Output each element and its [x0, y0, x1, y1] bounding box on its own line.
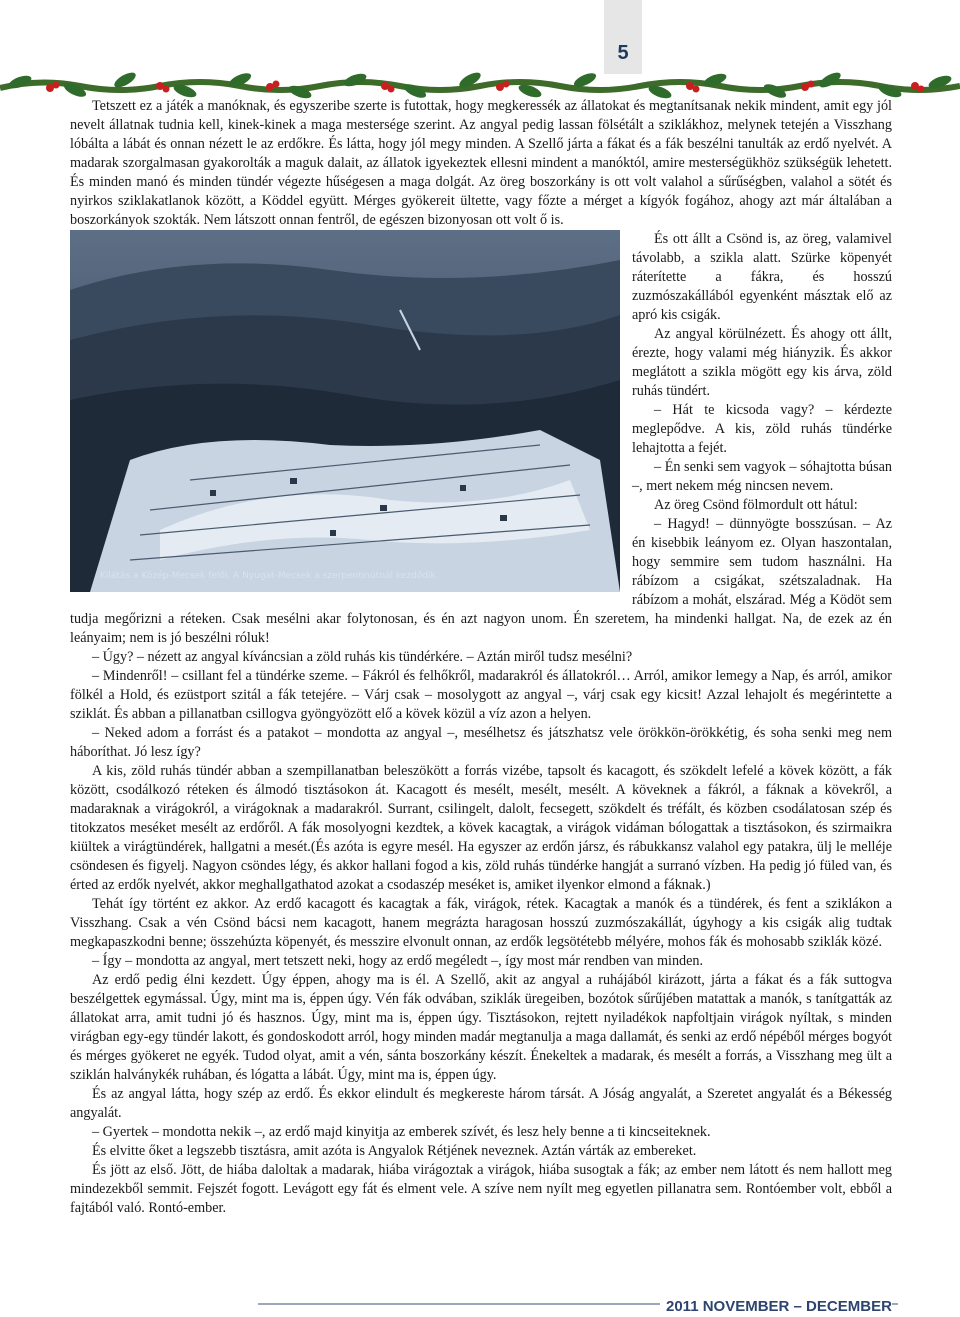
paragraph: – Gyertek – mondotta nekik –, az erdő majd kinyitja az emberek szívét, és lesz hely benne a ti kincseiteknek. [92, 1124, 711, 1140]
snowy-hills-photo-image [70, 230, 620, 592]
paragraph: Az öreg Csönd fölmordult ott hátul: [654, 497, 858, 513]
paragraph: – Hagyd! – dünnyögte bosszúsan. – Az én kisebbik leányom ez. Olyan haszontalan, hogy semmire sem tudom használni. Ha rábízom a csigákat, szétszaladnak. Ha rábízom a mohát, elszárad. Még a Ködöt sem tudja megőrizni a réteken. Csak mesélni akar folytonosan, és én azt nagyon unom. Én szeretem, ha mindenki hallgat. Na, de ezek az én leányaim; nem is jó beszélni róluk! [70, 516, 892, 646]
paragraph: Az angyal körülnézett. És ahogy ott állt, érezte, hogy valami még hiányzik. És akkor meglátott a szikla mögött egy kis árva, zöld ruhás tündért. [632, 326, 892, 399]
paragraph: Tetszett ez a játék a manóknak, és egyszeribe szerte is futottak, hogy megkeressék az állatokat és megtanítsanak nekik mindent, amit egy jól nevelt állatnak tudnia kell, kinek-kinek a maga mestersége szerint. Az angyal pedig lassan fölsétált a sziklákhoz, melynek tetején a Visszhang lóbálta a lábát és onnan nézett le az erdőkre. És látta, hogy jól megy minden. A Szellő járta a fákat és a fák beszélni tanulták az erdő nyelvét. A madarak szorgalmasan gyakorolták a maguk dalait, az állatok igyekeztek ellesni mindent a manóktól, amire mesterségükhöz szükségük lehetett. És minden manó és minden tündér végezte hűségesen a maga dolgát. Az öreg boszorkány is ott volt valahol a sűrűségben, valahol a sötét és nyirkos sziklakatlanok között, a Köddel együtt. Mérges gyökereit ültette, vagy főzte a mérget a kígyók fogához, ahogy azt már általában a boszorkányok szokták. Nem látszott onnan fentről, de egészen bizonyosan ott volt ő is. [70, 98, 892, 228]
landscape-photo [70, 230, 620, 592]
paragraph: Az erdő pedig élni kezdett. Úgy éppen, ahogy ma is él. A Szellő, akit az angyal a ruhájából kirázott, járta a fákat és a fák suttogva beszélgettek egymással. Úgy, mint ma is, éppen úgy. Vén fák odvában, sziklák üregeiben, bozótok sűrűjében matattak a manók, s tanítgatták az állatokat arra, amit tudni jó és hasznos. Úgy, mint ma is, éppen úgy. Tisztásokon, rejtett nyiladékok napfoltjain virágok nyíltak, s minden virágban egy-egy tündér lakott, és gondoskodott arról, hogy minden madár megtanulja a maga dallamát, és senki az erdő népéből mérges bogyót és mérges gyökeret ne egyék. Tudod olyat, amit a vén, sánta boszorkány készít. Énekeltek a madarak, és mesélt a forrás, a Visszhang meg ült a sziklán halványkék ruhában, és lógatta a lábát. Úgy, mint ma is, éppen úgy. [70, 972, 892, 1083]
article-body [70, 97, 892, 1218]
paragraph: A kis, zöld ruhás tündér abban a szempillanatban beleszökött a forrás vizébe, tapsolt és kacagott, és szökdelt lefelé a kövek között, a fák között, csodálkozó réteken és álmodó tisztásokon át. Kacagott és mesélt, mesélt, mesélt. A köveknek a fákról, a fáknak a kövekről, a madaraknak a virágokról, a virágoknak a madarakról. Surrant, csilingelt, dalolt, fecsegett, szökdelt és tréfált, és közben csodálatosan szép és titokzatos meséket mesélt az erdőről. A fák mosolyogni kezdtek, a kövek kacagtak, a virágok vidáman bólogattak a tisztásokon, és szirmaikra kiültek a virágtündérek, hallgatni a mesét.(És azóta is egyre mesél. Ha egyszer az erdőn jársz, és rábukkansz valahol egy patakra, ülj le melléje csöndesen és figyelj. Nagyon csöndes légy, és akkor hallani fogod a kis, zöld ruhás tündérke hangját a surranó vízben. Ha pedig jó füled van, és érted az erdők nyelvét, akkor meghallgathatod azokat a csodaszép meséket is, amiket ilyenkor elmond a fáknak.) [70, 763, 892, 893]
paragraph: – Úgy? – nézett az angyal kíváncsian a zöld ruhás kis tündérkére. – Aztán miről tudsz mesélni? [92, 649, 633, 665]
page-number: 5 [617, 42, 629, 64]
photo-caption: Kilátás a Közép-Mecsek felől. A Nyugat-Mecsek a szerpentinútnál kezdődik. [100, 571, 439, 581]
paragraph: – Neked adom a forrást és a patakot – mondotta az angyal –, mesélhetsz és játszhatsz vele örökkön-örökkétig, és soha senki meg nem háboríthat. Jó lesz így? [70, 725, 892, 760]
paragraph: És ott állt a Csönd is, az öreg, valamivel távolabb, a szikla alatt. Szürke köpenyét ráterítette a fákra, és hosszú zuzmószakállából egyenként másztak elő az apró kis csigák. [632, 231, 892, 323]
paragraph: – Így – mondotta az angyal, mert tetszett neki, hogy az erdő megéledt –, így most már rendben van minden. [92, 953, 704, 969]
paragraph: – Hát te kicsoda vagy? – kérdezte meglepődve. A kis, zöld ruhás tündérke lehajtotta a fejét. [632, 402, 892, 456]
paragraph: – Mindenről! – csillant fel a tündérke szeme. – Fákról és felhőkről, madarakról és állatokról… Arról, amikor lemegy a Nap, és arról, amikor fölkél a Hold, és ezüstport szitál a fák tetejére. – Várj csak – mosolygott az angyal –, várj csak egy kicsit! Azzal lehajolt és megérintette a sziklát. És abban a pillanatban csillogva gyöngyözött elő a kövek közül a víz azon a helyen. [70, 668, 892, 722]
paragraph: Tehát így történt ez akkor. Az erdő kacagott és kacagtak a fák, virágok, rétek. Kacagtak a manók és a tündérek, és fent a sziklákon a Visszhang. Csak a vén Csönd bácsi nem kacagott, hanem megrázta haragosan hosszú zuzmószakállát, úgyhogy a kis csigák alig tudtak megkapaszkodni benne; összehúzta köpenyét, és messzire elvonult onnan, az erdők legsötétebb mélyére, mohos fák és mohosabb sziklák közé. [70, 896, 892, 950]
paragraph: És jött az első. Jött, de hiába daloltak a madarak, hiába virágoztak a virágok, hiába susogtak a fák; az ember nem látott és nem hallott meg mindezekből semmit. Fejszét fogott. Levágott egy fát és elment vele. A szíve nem nyílt meg egyetlen pillanatra sem. Rontóember volt, ebből a fajtából való. Rontó-ember. [70, 1162, 892, 1216]
paragraph: És elvitte őket a legszebb tisztásra, amit azóta is Angyalok Rétjének neveznek. Aztán várták az embereket. [92, 1143, 697, 1159]
issue-date-footer: 2011 NOVEMBER – DECEMBER [660, 1298, 892, 1315]
paragraph: És az angyal látta, hogy szép az erdő. És ekkor elindult és megkereste három társát. A Jóság angyalát, a Szeretet angyalát és a Békesség angyalát. [70, 1086, 892, 1121]
paragraph: – Én senki sem vagyok – sóhajtotta búsan –, mert nekem még nincsen nevem. [632, 459, 892, 494]
